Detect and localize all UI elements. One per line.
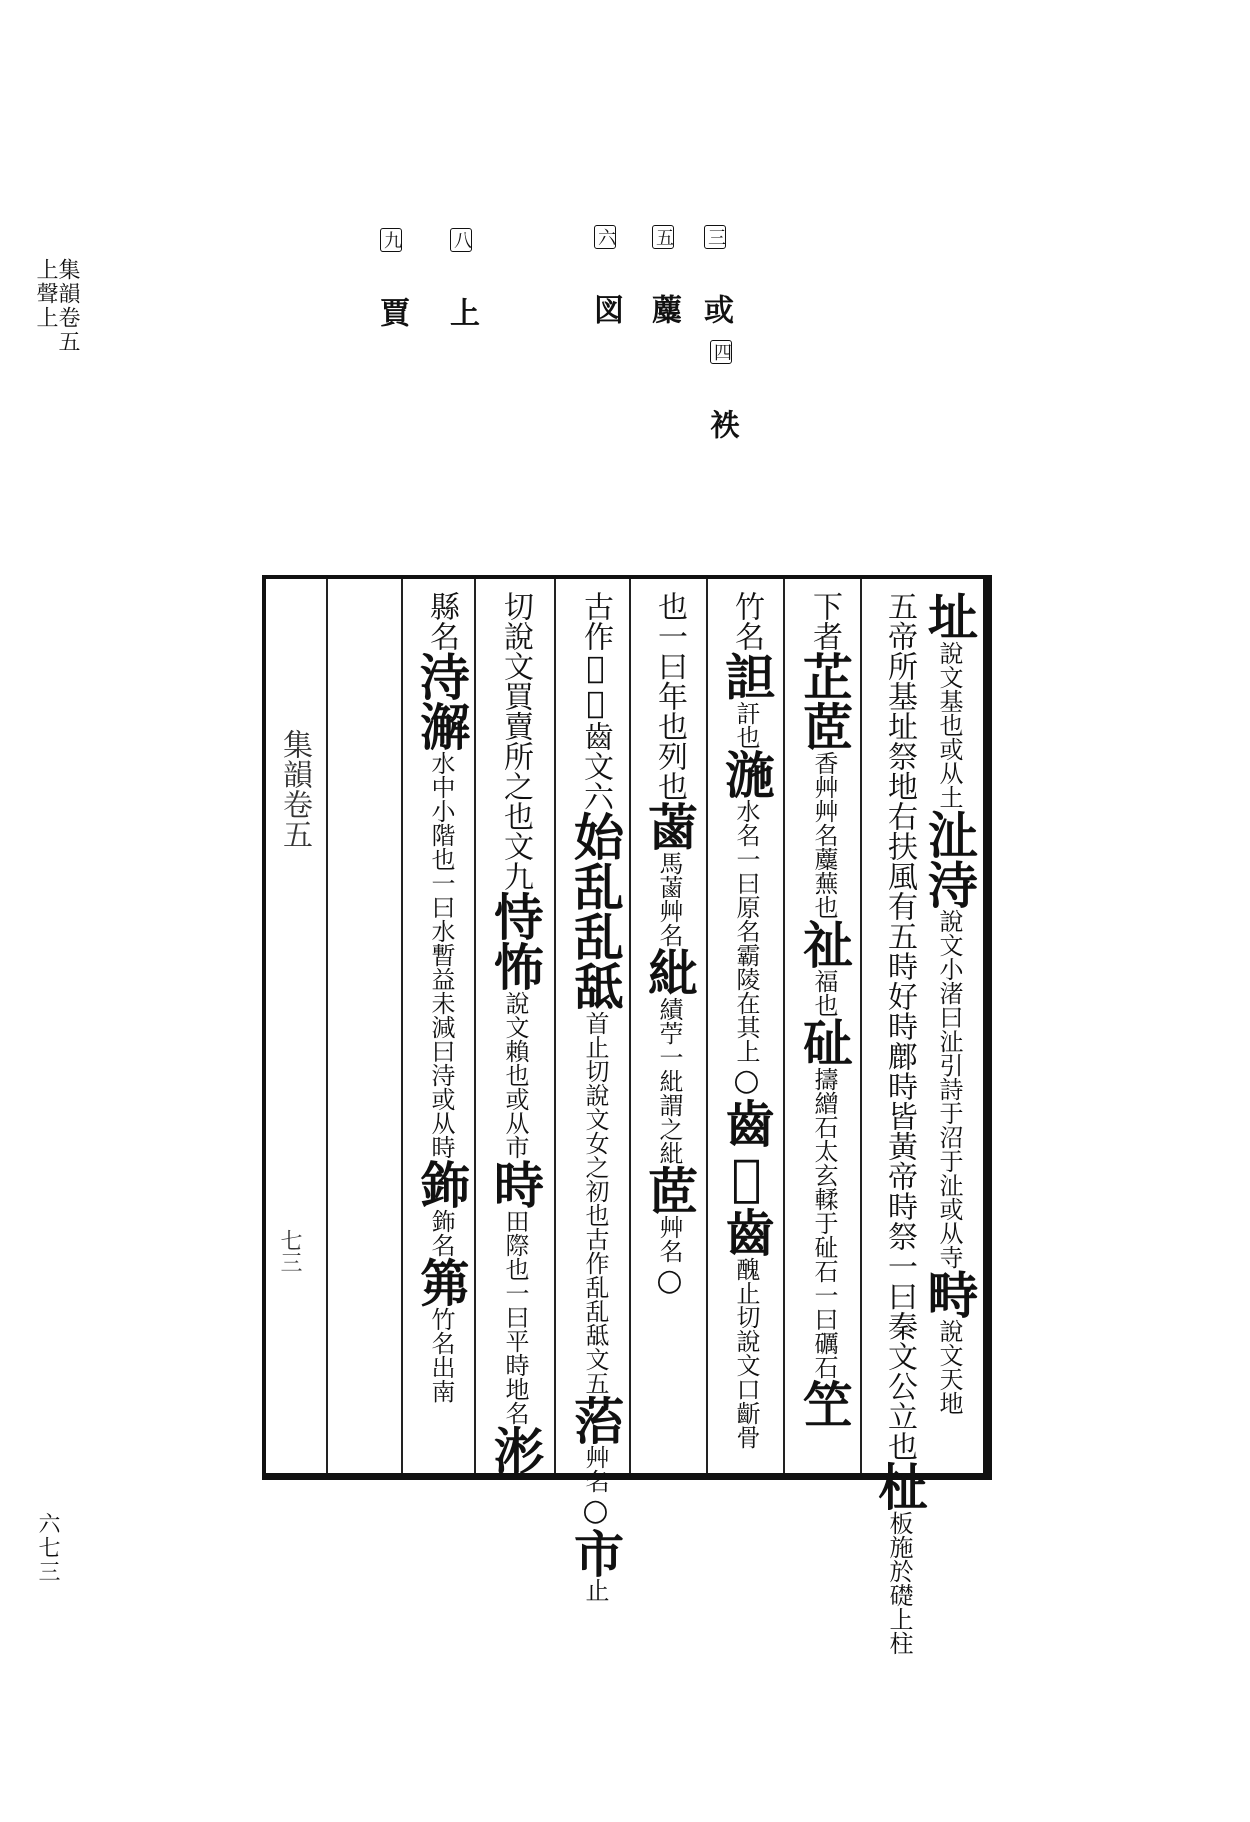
gloss-note: 香艸艸名蘪蕪也 [810, 751, 838, 919]
gloss-note: 福也 [810, 969, 838, 1017]
headword: 洔 [412, 651, 471, 701]
column-rule [401, 579, 403, 1473]
collation-note [646, 225, 681, 324]
note-marker: 九 [380, 228, 402, 252]
note-marker: 六 [594, 225, 616, 249]
gutter-leaf: 七三 [277, 1229, 302, 1273]
note-marker: 五 [652, 225, 674, 249]
gloss-note: 說文賴也或从市 [501, 991, 529, 1159]
text-column [713, 591, 775, 1449]
headword: 市 [566, 1528, 625, 1578]
headword: 涁 [486, 1425, 545, 1475]
text-column [562, 591, 624, 1602]
text-run: 竹名 [729, 591, 764, 651]
text-column [636, 591, 698, 1298]
headword: 祉 [795, 919, 854, 969]
headword: 笰 [412, 1257, 471, 1307]
gloss-note: 首止切說文女之初也古作乱乱䑛文五 [581, 1011, 609, 1395]
text-run: 古作𠚕𠚕齒文六 [578, 591, 613, 811]
headword: 砋 [795, 1017, 854, 1067]
headword: 芷 [795, 651, 854, 701]
gloss-note: 艸名 [581, 1445, 609, 1493]
gloss-note: 醜止切說文口齗骨 [732, 1257, 760, 1449]
headword: 笁 [795, 1379, 854, 1429]
note-char: 図 [588, 294, 623, 324]
note-marker: 四 [710, 340, 732, 364]
note-char: 賈 [374, 297, 409, 327]
headword: 菭 [566, 1395, 625, 1445]
headword: 詚 [717, 651, 776, 701]
column-rule [326, 579, 328, 1473]
headword: 紕 [640, 947, 699, 997]
headword: 湤 [717, 749, 776, 799]
column-rule [706, 579, 708, 1473]
gloss-note: 說文天地 [935, 1319, 963, 1415]
headword: 䑛 [566, 961, 625, 1011]
gloss-note: 績苧一紕謂之紕 [655, 997, 683, 1165]
headword: 乱 [566, 861, 625, 911]
note-marker: 三 [704, 225, 726, 249]
headword: 洔 [920, 859, 979, 909]
headword: 鉓 [412, 1159, 471, 1209]
gloss-note: 擣繒石太玄輮于砋石一曰礪石 [810, 1067, 838, 1379]
collation-note [374, 228, 409, 327]
headword: 沚 [920, 809, 979, 859]
note-char: 袟 [704, 409, 739, 439]
block-gutter [266, 579, 326, 1473]
text-run: ○ [729, 1063, 764, 1098]
gloss-note: 水中小階也一曰水暫益未減曰洔或从時 [427, 751, 455, 1159]
text-run: 也一曰年也列也 [652, 591, 687, 801]
text-column [866, 591, 928, 1655]
text-run: ○ [652, 1263, 687, 1298]
gloss-note: 鉓名 [427, 1209, 455, 1257]
text-run: 縣名 [424, 591, 459, 651]
gloss-note: 訐也 [732, 701, 760, 749]
page-number: 六七三 [35, 1512, 60, 1584]
note-char: 蘪 [646, 294, 681, 324]
column-rule [783, 579, 785, 1473]
headword: 始 [566, 811, 625, 861]
note-char: 或 [698, 294, 733, 324]
column-rule [629, 579, 631, 1473]
collation-note [444, 228, 479, 327]
headword: 齒 [717, 1207, 776, 1257]
text-run: ○ [578, 1493, 613, 1528]
text-run: 五帝所基址祭地右扶風有五時好時鄜時皆黃帝時祭一曰秦文公立也 [882, 591, 917, 1461]
headword: 茝 [795, 701, 854, 751]
note-marker: 八 [450, 228, 472, 252]
headword: 乱 [566, 911, 625, 961]
gloss-note: 說文基也或从土 [935, 641, 963, 809]
headword: 恃 [486, 891, 545, 941]
note-char: 上 [444, 297, 479, 327]
headword: 蓾 [640, 801, 699, 851]
text-column [408, 591, 470, 1403]
gloss-note: 田際也一曰平時地名 [501, 1209, 529, 1425]
gutter-title: 集韻卷五 [277, 729, 312, 849]
text-block [262, 575, 992, 1655]
headword: 𠚕 [717, 1148, 776, 1207]
collation-note [588, 225, 623, 324]
headword: 齒 [717, 1098, 776, 1148]
headword: 澥 [412, 701, 471, 751]
column-rule [474, 579, 476, 1473]
column-rule [860, 579, 862, 1473]
gloss-note: 板施於礎上柱 [885, 1511, 913, 1655]
headword: 怖 [486, 941, 545, 991]
column-rule [554, 579, 556, 1473]
headword: 時 [486, 1159, 545, 1209]
gloss-note: 水名一曰原名霸陵在其上 [732, 799, 760, 1063]
headword: 址 [920, 591, 979, 641]
headword: 茝 [640, 1165, 699, 1215]
gloss-note: 艸名 [655, 1215, 683, 1263]
text-run: 下者 [807, 591, 842, 651]
text-column [791, 591, 853, 1429]
text-run: 切說文買賣所之也文九 [498, 591, 533, 891]
gloss-note: 止 [581, 1578, 609, 1602]
collation-note [698, 225, 733, 324]
headword: 杫 [870, 1461, 929, 1511]
text-column [482, 591, 544, 1475]
section-title: 上聲上 [33, 258, 58, 330]
running-header [34, 258, 78, 354]
headword: 畤 [920, 1269, 979, 1319]
book-title: 集韻卷五 [55, 258, 80, 354]
gloss-note: 說文小渚曰沚引詩于沼于沚或从寺 [935, 909, 963, 1269]
collation-note [704, 340, 739, 439]
gloss-note: 竹名出南 [427, 1307, 455, 1403]
gloss-note: 馬蓾艸名 [655, 851, 683, 947]
